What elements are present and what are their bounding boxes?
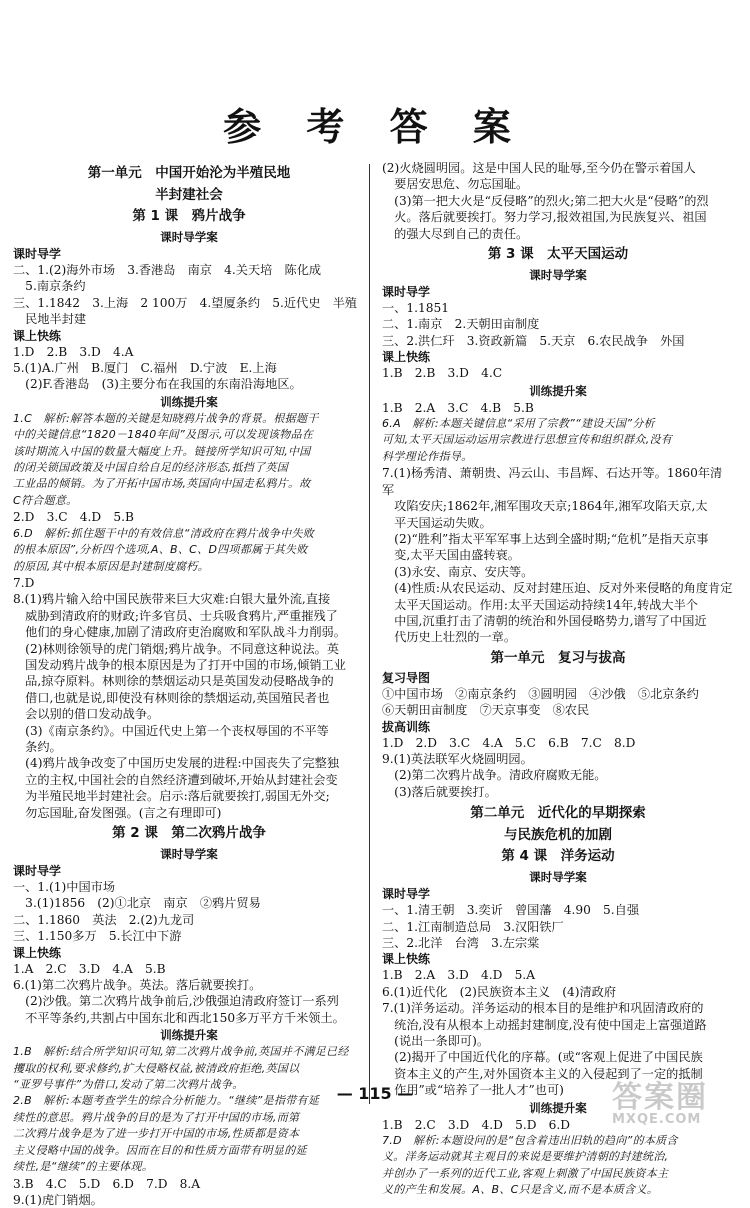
- lesson-heading: 第 4 课 洋务运动: [501, 848, 615, 865]
- lesson-heading: 第 1 课 鸦片战争: [132, 208, 246, 224]
- answer-line: 7.D: [13, 575, 35, 590]
- answer-line: 1.B 2.A 3.C 4.B 5.B: [382, 400, 534, 415]
- answer-line: 一、1.1851: [382, 301, 450, 316]
- answer-line: 不平等条约,共割占中国东北和西北150多万平方千米领土。: [13, 1010, 345, 1025]
- answer-line: (2)火烧圆明园。这是中国人民的耻辱,至今仍在警示着国人: [382, 161, 696, 175]
- explanation-line: 义的产生和发展。A、B、C只是含义,而不是本质含义。: [382, 1183, 659, 1197]
- answer-line: 国发动鸦片战争的根本原因是为了打开中国的市场,倾销工业: [13, 657, 346, 672]
- explanation-line: 续性的意思。鸦片战争的目的是为了打开中国的市场,而第: [13, 1110, 300, 1124]
- answer-line: 平天国运动失败。: [382, 515, 492, 530]
- answer-line: 为半殖民地半封建社会。启示:落后就要挨打,弱国无外交;: [13, 789, 330, 804]
- answer-line: 1.A 2.C 3.D 4.A 5.B: [13, 961, 166, 976]
- explanation-line: “亚罗号事件”为借口,发动了第二次鸦片战争。: [13, 1078, 244, 1092]
- answer-line: 他们的身心健康,加剧了清政府吏治腐败和军队战斗力削弱。: [13, 625, 346, 640]
- answer-line: (2)林则徐领导的虎门销烟;鸦片战争。不同意这种说法。英: [13, 641, 340, 656]
- answer-line: 条约。: [13, 739, 62, 754]
- answer-line: (3)《南京条约》。中国近代史上第一个丧权辱国的不平等: [13, 723, 329, 738]
- section-label: 拔高训练: [382, 719, 431, 734]
- answer-line: 二、1.江南制造总局 3.汉阳铁厂: [382, 919, 564, 934]
- answer-line: 5.(1)A.广州 B.厦门 C.福州 D.宁波 E.上海: [13, 361, 277, 376]
- watermark-url: MXQE.COM: [612, 1112, 702, 1127]
- answer-line: (4)鸦片战争改变了中国历史发展的进程:中国丧失了完整独: [13, 756, 340, 771]
- explanation-line: 1.C 解析:解答本题的关键是知晓鸦片战争的背景。根据题干: [13, 411, 319, 425]
- answer-line: (2)“胜利”指太平军军事上达到全盛时期;“危机”是指天京事: [382, 531, 709, 546]
- answer-line: (2)沙俄。第二次鸦片战争前后,沙俄强迫清政府签订一系列: [13, 994, 339, 1009]
- answer-line: (2)揭开了中国近代化的序幕。(或“客观上促进了中国民族: [382, 1050, 703, 1065]
- explanation-line: 2.B 解析:本题考查学生的综合分析能力。“继续”是指带有延: [13, 1094, 320, 1108]
- answer-line: 9.(1)英法联军火烧圆明园。: [382, 751, 533, 766]
- explanation-line: 二次鸦片战争是为了进一步打开中国的市场,性质都是资本: [13, 1127, 300, 1141]
- answer-line: 二、1.(2)海外市场 3.香港岛 南京 4.关天培 陈化成: [13, 263, 322, 277]
- answer-line: 太平天国运动。作用:太平天国运动持续14年,转战大半个: [382, 597, 698, 612]
- answer-line: 威胁到清政府的财政;许多官员、士兵吸食鸦片,严重摧残了: [13, 608, 338, 623]
- answer-line: 6.(1)近代化 (2)民族资本主义 (4)清政府: [382, 984, 617, 999]
- explanation-line: 6.D 解析:抓住题干中的有效信息“清政府在鸦片战争中失败: [13, 526, 315, 540]
- answer-line: 借口,也就是说,即使没有林则徐的禁烟运动,英国殖民者也: [13, 690, 330, 705]
- explanation-line: 的根本原因”,分析四个选项,A、B、C、D四项都属于其失败: [13, 543, 308, 557]
- column-divider: [369, 164, 370, 1104]
- watermark-logo: [612, 1080, 742, 1128]
- page-title: 参 考 答 案: [223, 104, 527, 149]
- answer-line: 三、1.1842 3.上海 2 100万 4.望厦条约 5.近代史 半殖: [13, 295, 357, 310]
- answer-line: 7.(1)杨秀清、萧朝贵、冯云山、韦昌辉、石达开等。1860年清军: [382, 466, 723, 497]
- explanation-line: 工业品的倾销。为了开拓中国市场,英国向中国走私鸦片。故: [13, 477, 311, 491]
- answer-line: 要居安思危、勿忘国耻。: [382, 177, 529, 192]
- answer-line: 3.B 4.C 5.D 6.D 7.D 8.A: [13, 1176, 201, 1191]
- explanation-line: C符合题意。: [13, 493, 78, 507]
- answer-line: 7.(1)洋务运动。洋务运动的根本目的是维护和巩固清政府的: [382, 1001, 704, 1016]
- section-label: 课上快练: [13, 945, 62, 960]
- answer-line: ⑥天朝田亩制度 ⑦天京事变 ⑧农民: [382, 703, 590, 718]
- answer-line: 3.(1)1856 (2)①北京 南京 ②鸦片贸易: [13, 896, 261, 911]
- explanation-line: 主义侵略中国的战争。因而在目的和性质方面带有明显的延: [13, 1143, 307, 1157]
- answer-line: (3)落后就要挨打。: [382, 784, 497, 799]
- answer-line: 变,太平天国由盛转衰。: [382, 548, 520, 563]
- answer-line: (2)F.香港岛 (3)主要分布在我国的东南沿海地区。: [13, 377, 302, 392]
- answer-line: 5.南京条约: [13, 279, 86, 294]
- right-column: [382, 160, 734, 1199]
- answer-line: 的强大尽到自己的责任。: [382, 226, 529, 241]
- explanation-line: 该时期流入中国的数量大幅度上升。链接所学知识可知,中国: [13, 444, 311, 458]
- explanation-line: 义。洋务运动就其主观目的来说是要维护清朝的封建统治,: [382, 1150, 669, 1164]
- left-column: [13, 160, 365, 1208]
- answer-line: 中国,沉重打击了清朝的统治和外国侵略势力,谱写了中国近: [382, 613, 707, 628]
- subsection-heading: 训练提升案: [529, 1100, 587, 1115]
- subsection-heading: 课时导学案: [160, 230, 218, 244]
- watermark-logo-text: 答案圈: [612, 1080, 708, 1115]
- explanation-line: 的原因,其中根本原因是封建制度腐朽。: [13, 559, 209, 573]
- section-label: 复习导图: [382, 670, 431, 685]
- section-label: 课上快练: [382, 952, 431, 967]
- explanation-line: 的闭关锁国政策及中国自给自足的经济形态,抵挡了英国: [13, 461, 288, 475]
- subsection-heading: 训练提升案: [160, 1028, 218, 1043]
- answer-line: 2.D 3.C 4.D 5.B: [13, 510, 134, 525]
- answer-line: 代历史上壮烈的一章。: [382, 630, 517, 645]
- subsection-heading: 课时导学案: [529, 870, 587, 885]
- answer-line: 三、2.北洋 台湾 3.左宗棠: [382, 936, 540, 950]
- answer-line: 1.D 2.B 3.D 4.A: [13, 344, 134, 359]
- section-label: 课时导学: [13, 864, 62, 878]
- answer-line: 三、2.洪仁玕 3.资政新篇 5.天京 6.农民战争 外国: [382, 333, 685, 348]
- explanation-line: 7.D 解析:本题设问的是“包含着违出旧轨的趋向”的本质含: [382, 1134, 678, 1148]
- answer-line: 勿忘国耻,奋发图强。(言之有理即可): [13, 805, 222, 820]
- answer-line: 资本主义的产生,对外国资本主义的入侵起到了一定的抵制: [382, 1066, 703, 1081]
- subsection-heading: 课时导学案: [529, 268, 587, 283]
- answer-line: 1.B 2.C 3.D 4.D 5.D 6.D: [382, 1117, 571, 1132]
- subsection-heading: 训练提升案: [529, 383, 587, 398]
- section-label: 课上快练: [382, 350, 431, 365]
- answer-line: 统治,没有从根本上动摇封建制度,没有使中国走上富强道路: [382, 1017, 707, 1032]
- page-number: — 115 —: [336, 1084, 414, 1103]
- answer-line: (3)永安、南京、安庆等。: [382, 564, 534, 579]
- answer-line: (说出一条即可)。: [382, 1034, 490, 1049]
- explanation-line: 可知,太平天国运动运用宗教进行思想宣传和组织群众,没有: [382, 433, 673, 447]
- unit-heading: 半封建社会: [155, 187, 223, 203]
- answer-line: 1.B 2.B 3.D 4.C: [382, 366, 503, 381]
- lesson-heading: 第 3 课 太平天国运动: [487, 246, 629, 263]
- answer-line: 一、1.清王朝 3.奕䜣 曾国藩 4.90 5.自强: [382, 903, 640, 918]
- answer-line: 1.B 2.A 3.D 4.D 5.A: [382, 968, 535, 983]
- lesson-heading: 第一单元 复习与拔高: [490, 649, 626, 666]
- answer-line: 立的主权,中国社会的自然经济遭到破坏,开始从封建社会变: [13, 772, 338, 787]
- subsection-heading: 课时导学案: [160, 847, 218, 861]
- section-label: 课时导学: [13, 247, 62, 261]
- answer-line: 8.(1)鸦片输入给中国民族带来巨大灾难:白银大量外流,直接: [13, 592, 331, 607]
- answer-line: 6.(1)第二次鸦片战争。英法。落后就要挨打。: [13, 978, 262, 993]
- section-label: 课时导学: [382, 887, 431, 902]
- answer-line: 攻陷安庆;1862年,湘军围攻天京;1864年,湘军攻陷天京,太: [382, 499, 708, 514]
- answer-line: 火。落后就要挨打。努力学习,报效祖国,为民族复兴、祖国: [382, 210, 707, 225]
- answer-line: 一、1.(1)中国市场: [13, 880, 116, 894]
- explanation-line: 续性,是“继续”的主要体现。: [13, 1160, 154, 1174]
- answer-line: 品,掠夺原料。林则徐的禁烟运动只是英国发动侵略战争的: [13, 674, 334, 689]
- answer-line: 会以别的借口发动战争。: [13, 707, 160, 722]
- section-label: 课上快练: [13, 328, 62, 343]
- unit-heading: 第二单元 近代化的早期探索: [470, 805, 646, 822]
- answer-line: 作用”或“培养了一批人才”也可): [382, 1083, 564, 1098]
- answer-line: 9.(1)虎门销烟。: [13, 1192, 103, 1207]
- explanation-line: 6.A 解析:本题关键信息“采用了宗教”“建设天国”分析: [382, 417, 655, 431]
- answer-line: 二、1.南京 2.天朝田亩制度: [382, 317, 540, 332]
- lesson-heading: 第 2 课 第二次鸦片战争: [112, 825, 266, 841]
- unit-heading: 与民族危机的加剧: [504, 827, 612, 844]
- answer-line: 民地半封建: [13, 312, 87, 327]
- explanation-line: 并创办了一系列的近代工业,客观上刺激了中国民族资本主: [382, 1166, 669, 1180]
- explanation-line: 攫取的权利,要求修约,扩大侵略权益,被清政府拒绝,英国以: [13, 1061, 300, 1075]
- answer-line: (4)性质:从农民运动、反对封建压迫、反对外来侵略的角度肯定: [382, 581, 733, 596]
- answer-line: 三、1.150多万 5.长江中下游: [13, 929, 182, 944]
- unit-heading: 第一单元 中国开始沦为半殖民地: [87, 165, 291, 181]
- answer-line: 1.D 2.D 3.C 4.A 5.C 6.B 7.C 8.D: [382, 735, 636, 750]
- explanation-line: 科学理论作指导。: [382, 449, 473, 463]
- answer-line: (3)第一把大火是“反侵略”的烈火;第二把大火是“侵略”的烈: [382, 193, 709, 208]
- answer-line: (2)第二次鸦片战争。清政府腐败无能。: [382, 768, 607, 783]
- answer-line: 二、1.1860 英法 2.(2)九龙司: [13, 912, 195, 927]
- section-label: 课时导学: [382, 285, 431, 300]
- subsection-heading: 训练提升案: [160, 394, 218, 409]
- answer-line: ①中国市场 ②南京条约 ③圆明园 ④沙俄 ⑤北京条约: [382, 686, 699, 701]
- explanation-line: 1.B 解析:结合所学知识可知,第二次鸦片战争前,英国并不满足已经: [13, 1045, 349, 1059]
- explanation-line: 中的关键信息“1820－1840年间”及图示,可以发现该物品在: [13, 428, 314, 442]
